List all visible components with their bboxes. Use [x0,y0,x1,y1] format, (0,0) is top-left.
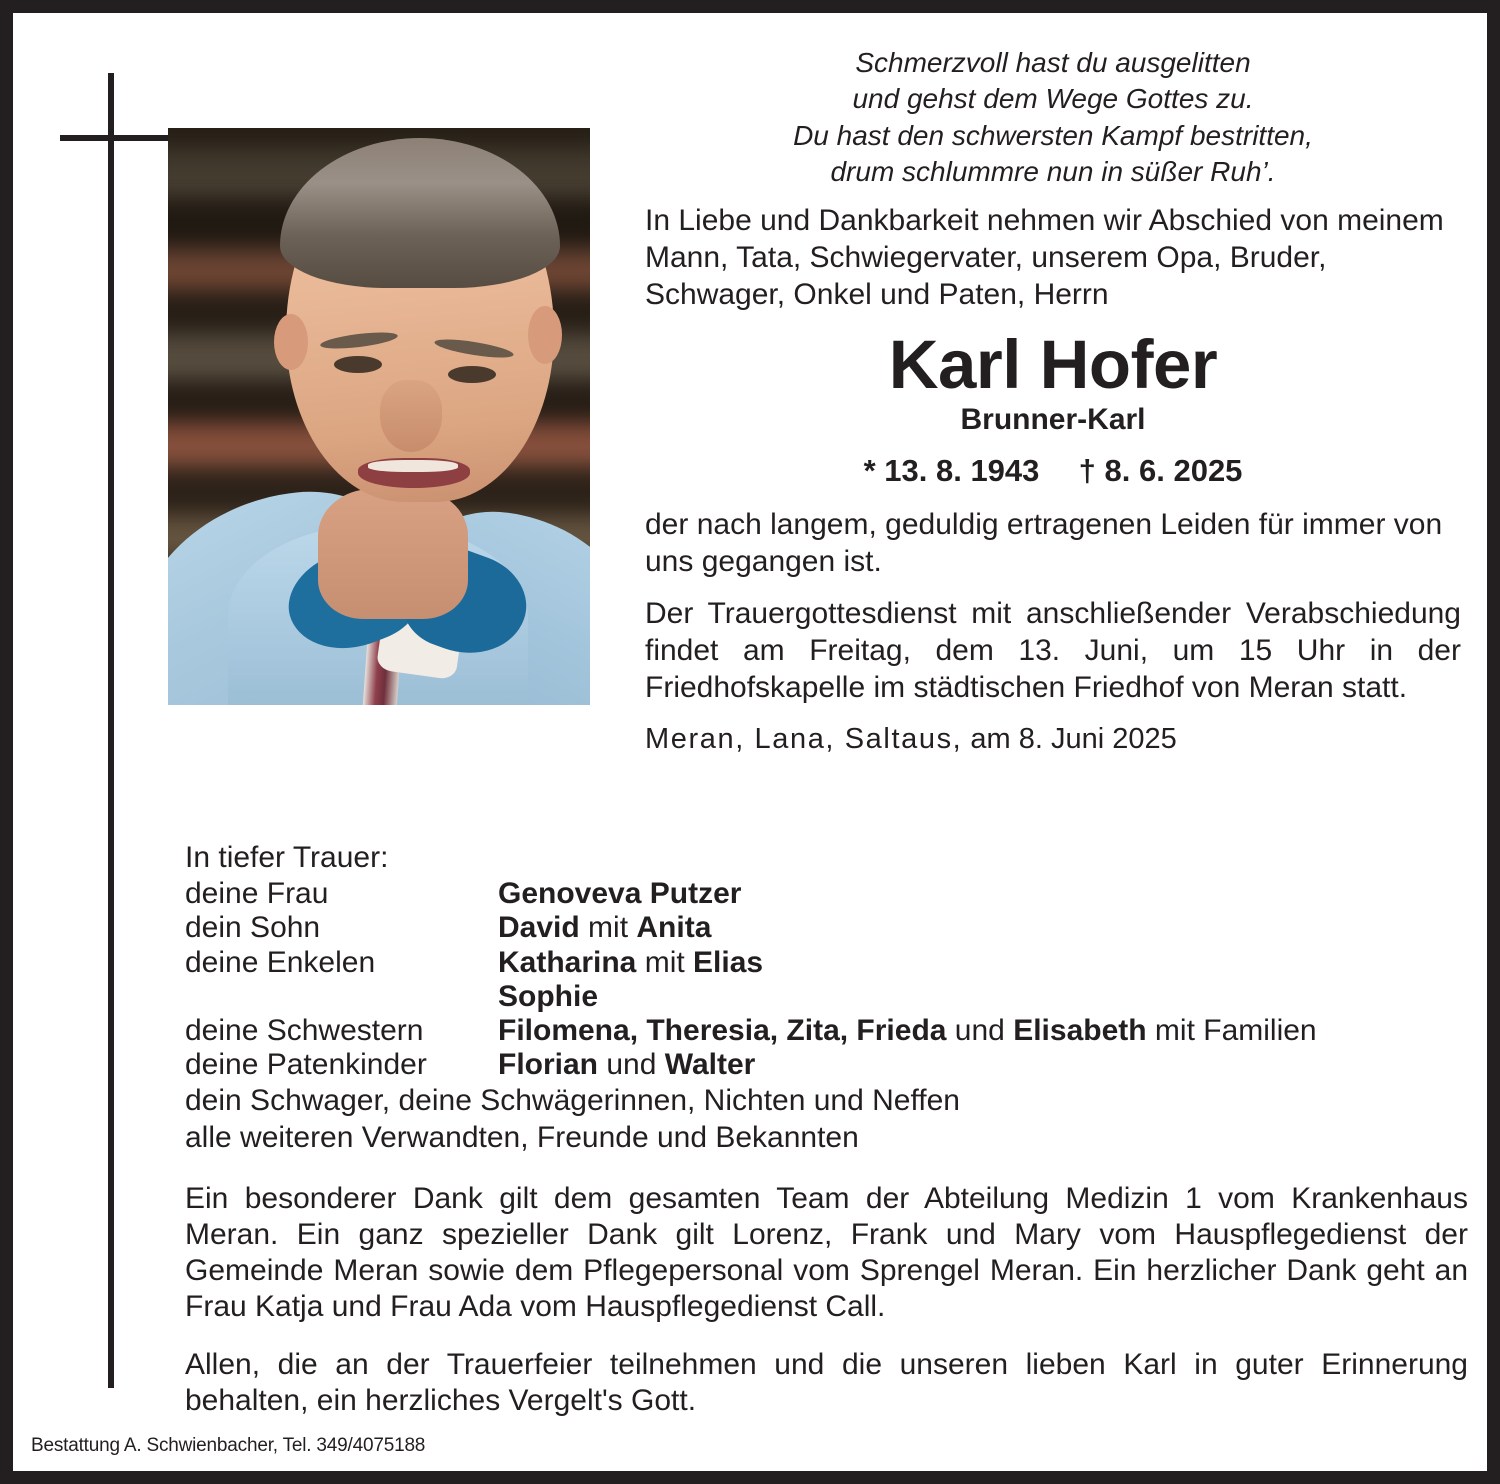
mourner-relation-label: dein Sohn [185,911,321,945]
mourner-relation-label: deine Patenkinder [185,1048,427,1082]
verse-line-1: Schmerzvoll hast du ausgelitten [855,47,1251,78]
memorial-verse [613,45,1493,191]
photo-neck [318,489,468,619]
cross-vertical-bar [108,73,114,1388]
photo-eye-left [334,356,382,373]
death-symbol: † [1078,452,1096,488]
verse-line-3: Du hast den schwersten Kampf bestritten, [793,119,1313,151]
mourner-row [185,1014,1465,1048]
mourner-row [185,946,1465,980]
closing-paragraph: Allen, die an der Trauerfeier teilnehmen und die unseren lieben Karl in guter Erinnerung behalten, ein herzliches Vergelt's Gott. [185,1348,1468,1417]
mourner-names: Genoveva Putzer [498,877,742,911]
mourner-free-line: dein Schwager, deine Schwägerinnen, Nichten und Neffen [185,1084,960,1118]
mourner-relation-label: deine Schwestern [185,1013,424,1047]
mourner-row [185,911,1465,945]
mourner-names: Filomena, Theresia, Zita, Frieda und Elisabeth mit Familien [498,1013,1317,1047]
mourner-names: David mit Anita [498,911,712,945]
mourner-row [185,1048,1465,1082]
life-dates [645,453,1461,489]
mourners-list [185,841,1465,1155]
photo-teeth [368,460,458,472]
place-names: Meran, Lana, Saltaus, [645,723,963,756]
verse-line-2: und gehst dem Wege Gottes zu. [852,83,1254,115]
intro-paragraph: In Liebe und Dankbarkeit nehmen wir Abschied von meinem Mann, Tata, Schwiegervater, unserem Opa, Bruder, Schwager, Onkel und Paten, Herrn [645,204,1444,311]
photo-nose [380,380,442,452]
announcement-column [645,203,1461,756]
place-date: am 8. Juni 2025 [962,723,1177,756]
mourner-names: Florian und Walter [498,1048,756,1082]
thanks-paragraph: Ein besonderer Dank gilt dem gesamten Team der Abteilung Medizin 1 vom Krankenhaus Meran. Ein ganz spezieller Dank gilt Lorenz, Frank und Mary vom Hauspflegedienst der Gemeinde Meran sowie dem Pflegepersonal vom Sprengel Meran. Ein herzlicher Dank geht an Frau Katja und Frau Ada vom Hauspflegedienst Call. [185,1182,1468,1323]
photo-ear-left [274,314,308,370]
verse-line-4: drum schlummre nun in süßer Ruh’. [830,156,1276,188]
mourner-relation-label: deine Enkelen [185,945,376,979]
deceased-portrait-photo [168,128,590,705]
mourner-names-continuation: Sophie [498,979,599,1013]
mourner-free-line: alle weiteren Verwandten, Freunde und Bekannten [185,1120,859,1154]
funeral-home-footer: Bestattung A. Schwienbacher, Tel. 349/4075188 [31,1435,426,1456]
obituary-notice [13,13,1487,1471]
deceased-name: Karl Hofer [888,325,1218,403]
birth-date: 13. 8. 1943 [884,452,1040,488]
passing-paragraph: der nach langem, geduldig ertragenen Leiden für immer von uns gegangen ist. [645,507,1443,578]
deceased-nickname: Brunner-Karl [960,402,1146,436]
mourners-intro: In tiefer Trauer: [185,841,389,874]
death-date: 8. 6. 2025 [1104,452,1243,488]
photo-eye-right [448,366,496,383]
closing-section [185,1181,1468,1419]
photo-ear-right [528,306,562,364]
service-paragraph: Der Trauergottesdienst mit anschließender Verabschiedung findet am Freitag, dem 13. Juni, um 15 Uhr in der Friedhofskapelle im städtischen Friedhof von Meran statt. [645,597,1461,705]
place-and-date-line [645,723,1461,756]
mourner-relation-label: deine Frau [185,877,329,911]
mourner-names: Katharina mit Elias [498,945,764,979]
birth-symbol: * [863,452,876,488]
mourner-row [185,877,1465,911]
